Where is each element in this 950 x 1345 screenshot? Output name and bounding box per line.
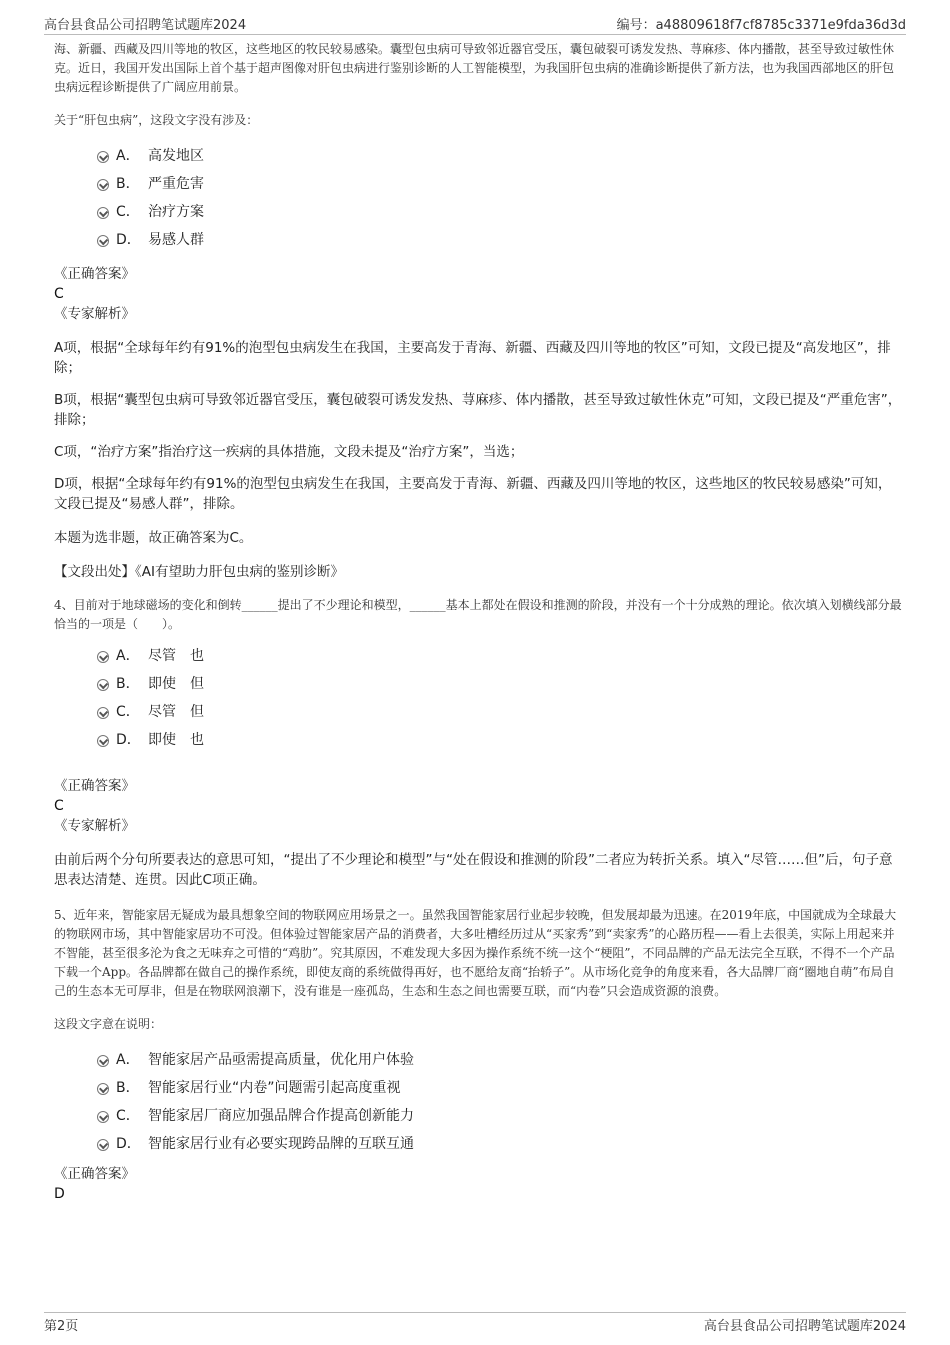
footer-title: 高台县食品公司招聘笔试题库2024: [703, 1319, 906, 1334]
radio-icon[interactable]: [97, 179, 109, 191]
header-serial: 编号：a48809618f7cf8785c3371e9fda36d3d: [616, 18, 906, 33]
q4-options: [54, 642, 904, 754]
q5-question: 这段文字意在说明：: [54, 1016, 163, 1031]
q5-passage: 5、近年来，智能家居无疑成为最具想象空间的物联网应用场景之一。虽然我国智能家居行业起步较晚，但发展却最为迅速。在2019年底，中国就成为全球最大的物联网市场，其中智能家居功不可没。但体验过智能家居产品的消费者，大多吐槽经历过从“买家秀”到“卖家秀”的心路历程——看上去很美，实际上用起来并不智能，甚至很多沦为食之无味弃之可惜的“鸡肋”。究其原因，不难发现大多因为操作系统不统一这个“梗阻”，不同品牌的产品无法完全互联，不得不一个产品下载一个App。各品牌都在做自己的操作系统，即使友商的系统做得再好，也不愿给友商“抬轿子”。从市场化竞争的角度来看，各大品牌厂商“圈地自萌”布局自己的生态本无可厚非，但是在物联网浪潮下，没有谁是一座孤岛，生态和生态之间也需要互联，而“内卷”只会造成资源的浪费。: [54, 907, 897, 998]
q3-analysis-c: C项，“治疗方案”指治疗这一疾病的具体措施，文段未提及“治疗方案”，当选；: [54, 444, 524, 460]
q5-options: [54, 1046, 904, 1158]
q5-option-d[interactable]: D． 智能家居行业有必要实现跨品牌的互联互通: [54, 1130, 904, 1158]
q4-option-d[interactable]: D． 即使 也: [54, 726, 904, 754]
q3-analysis-label: 《专家解析》: [54, 306, 135, 322]
q3-conclusion: 本题为选非题，故正确答案为C。: [54, 530, 253, 546]
q5-answer-label: 《正确答案》: [54, 1165, 135, 1182]
q3-answer: C: [54, 286, 64, 302]
q3-source: 【文段出处】《AI有望助力肝包虫病的鉴别诊断》: [54, 564, 344, 580]
radio-icon[interactable]: [97, 735, 109, 747]
q4-analysis-label: 《专家解析》: [54, 818, 135, 834]
q3-question: 关于“肝包虫病”，这段文字没有涉及：: [54, 113, 259, 127]
page-content: [54, 40, 904, 1204]
q4-option-a[interactable]: A． 尽管 也: [54, 642, 904, 670]
q4-answer-label: 《正确答案》: [54, 778, 135, 794]
q3-option-a[interactable]: A． 高发地区: [54, 142, 904, 170]
radio-icon[interactable]: [97, 235, 109, 247]
q3-answer-label: 《正确答案》: [54, 266, 135, 282]
q3-option-d[interactable]: D． 易感人群: [54, 226, 904, 254]
q4-question: 4、目前对于地球磁场的变化和倒转______提出了不少理论和模型，______基本上都处在假设和推测的阶段，并没有一个十分成熟的理论。依次填入划横线部分最恰当的一项是（ ）。: [54, 598, 902, 631]
q5-option-b[interactable]: B． 智能家居行业“内卷”问题需引起高度重视: [54, 1074, 904, 1102]
q3-analysis-b: B项，根据“囊型包虫病可导致邻近器官受压，囊包破裂可诱发发热、荨麻疹、体内播散，甚至导致过敏性休克”可知，文段已提及“严重危害”，排除；: [54, 392, 902, 428]
q5-answer: D: [54, 1185, 65, 1202]
q3-options: [54, 142, 904, 254]
radio-icon[interactable]: [97, 651, 109, 663]
q4-analysis: 由前后两个分句所要表达的意思可知，“提出了不少理论和模型”与“处在假设和推测的阶段”二者应为转折关系。填入“尽管……但”后，句子意思表达清楚、连贯。因此C项正确。: [54, 851, 893, 888]
radio-icon[interactable]: [97, 679, 109, 691]
radio-icon[interactable]: [97, 1139, 109, 1151]
q3-option-c[interactable]: C． 治疗方案: [54, 198, 904, 226]
q5-option-c[interactable]: C． 智能家居厂商应加强品牌合作提高创新能力: [54, 1102, 904, 1130]
header-title: 高台县食品公司招聘笔试题库2024: [44, 18, 247, 33]
radio-icon[interactable]: [97, 207, 109, 219]
radio-icon[interactable]: [97, 1111, 109, 1123]
q4-option-b[interactable]: B． 即使 但: [54, 670, 904, 698]
radio-icon[interactable]: [97, 1083, 109, 1095]
q3-analysis-a: A项，根据“全球每年约有91%的泡型包虫病发生在我国，主要高发于青海、新疆、西藏及四川等地的牧区”可知，文段已提及“高发地区”，排除；: [54, 340, 891, 376]
page-number: 第2页: [44, 1319, 79, 1334]
q4-option-c[interactable]: C． 尽管 但: [54, 698, 904, 726]
q5-option-a[interactable]: A． 智能家居产品亟需提高质量，优化用户体验: [54, 1046, 904, 1074]
q4-answer: C: [54, 798, 64, 814]
page-header: [44, 14, 906, 35]
q3-option-b[interactable]: B． 严重危害: [54, 170, 904, 198]
radio-icon[interactable]: [97, 151, 109, 163]
q3-passage: 海、新疆、西藏及四川等地的牧区，这些地区的牧民较易感染。囊型包虫病可导致邻近器官受压，囊包破裂可诱发发热、荨麻疹、体内播散，甚至导致过敏性休克。近日，我国开发出国际上首个基于超声图像对肝包虫病进行鉴别诊断的人工智能模型，为我国肝包虫病的准确诊断提供了新方法，也为我国西部地区的肝包虫病远程诊断提供了广阔应用前景。: [54, 42, 895, 94]
radio-icon[interactable]: [97, 707, 109, 719]
page-footer: [44, 1312, 906, 1335]
radio-icon[interactable]: [97, 1055, 109, 1067]
q3-analysis-d: D项，根据“全球每年约有91%的泡型包虫病发生在我国，主要高发于青海、新疆、西藏及四川等地的牧区，这些地区的牧民较易感染”可知，文段已提及“易感人群”，排除。: [54, 476, 892, 512]
